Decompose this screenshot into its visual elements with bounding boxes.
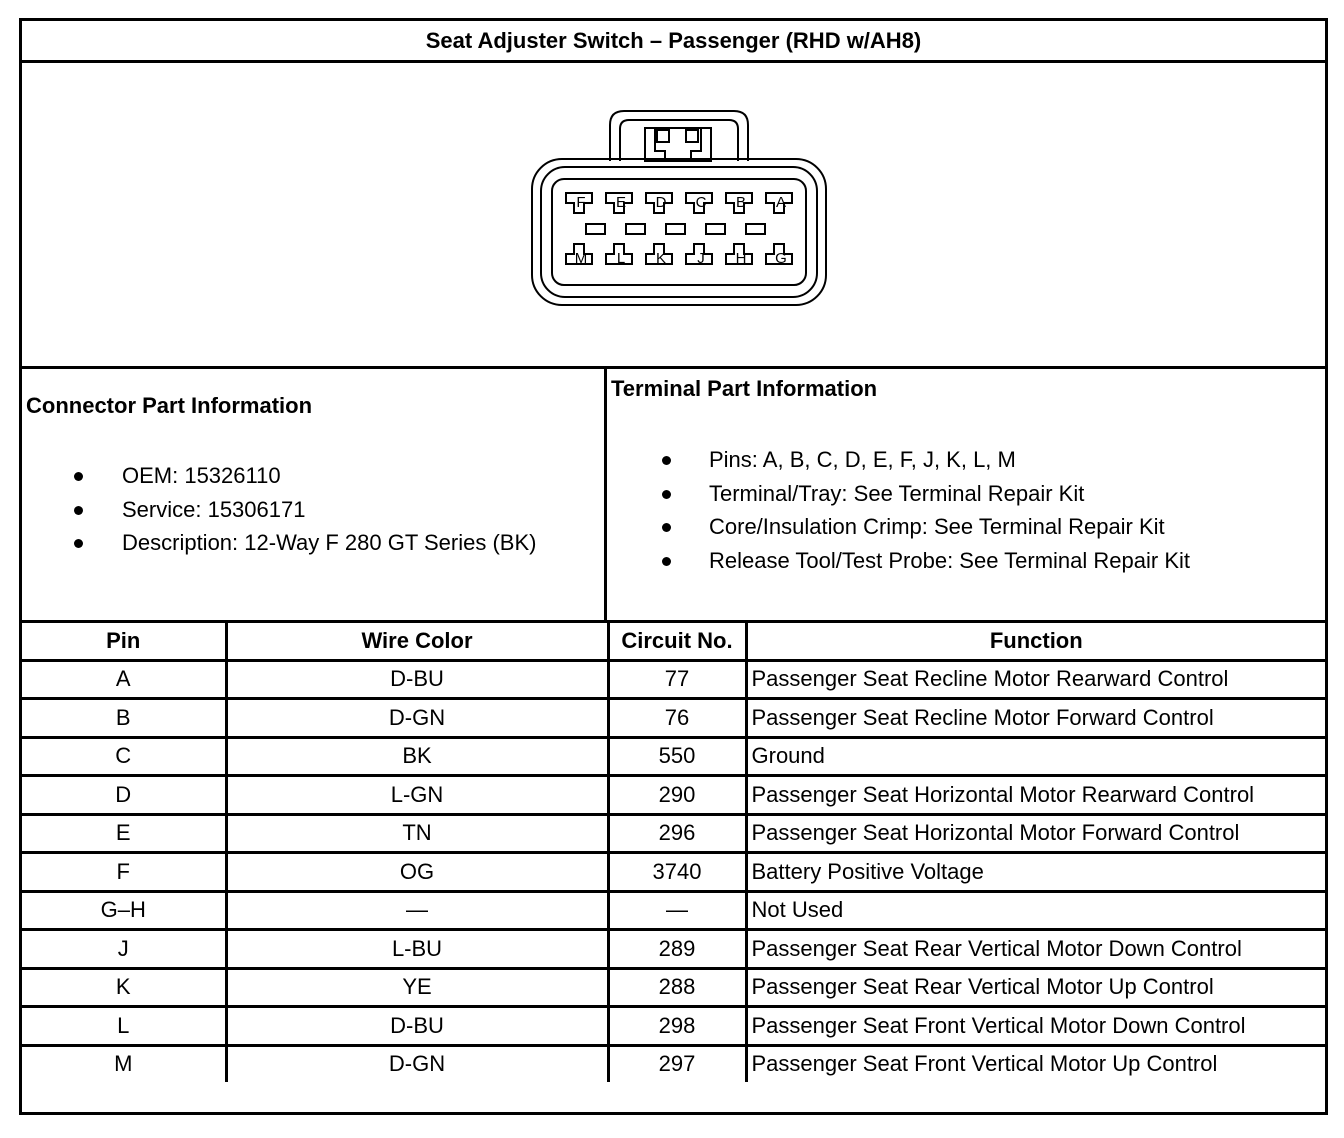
function-cell: Passenger Seat Horizontal Motor Rearward Control: [746, 776, 1325, 815]
table-row: [22, 1007, 1325, 1046]
function-cell: Passenger Seat Rear Vertical Motor Up Control: [746, 968, 1325, 1007]
pin-label: L: [616, 250, 626, 267]
connector-part-info: [22, 369, 607, 620]
function-cell: Passenger Seat Front Vertical Motor Down Control: [746, 1007, 1325, 1046]
circuit-cell: 296: [608, 814, 746, 853]
pin-cavity-m: [566, 244, 592, 267]
pin-cell: M: [22, 1045, 226, 1082]
function-cell: Not Used: [746, 891, 1325, 930]
circuit-cell: 290: [608, 776, 746, 815]
pin-cell: E: [22, 814, 226, 853]
pin-cell: F: [22, 853, 226, 892]
pin-cavity-c: [686, 193, 712, 213]
function-cell: Battery Positive Voltage: [746, 853, 1325, 892]
table-row: [22, 1045, 1325, 1082]
connector-face-drawing: [22, 63, 1325, 366]
wire-color-cell: L-GN: [226, 776, 608, 815]
pin-cavity-l: [606, 244, 632, 267]
wire-color-cell: —: [226, 891, 608, 930]
list-item: Release Tool/Test Probe: See Terminal Repair Kit: [607, 544, 1190, 578]
page-title: Seat Adjuster Switch – Passenger (RHD w/AH8): [22, 21, 1325, 63]
bullet-icon: [662, 456, 671, 465]
table-row: [22, 814, 1325, 853]
pin-label: C: [695, 194, 707, 211]
table-row: [22, 737, 1325, 776]
pin-label: H: [735, 250, 747, 267]
circuit-cell: 297: [608, 1045, 746, 1082]
circuit-cell: —: [608, 891, 746, 930]
pin-cell: K: [22, 968, 226, 1007]
wire-color-cell: BK: [226, 737, 608, 776]
pin-cavity-g: [766, 244, 792, 267]
pin-label: K: [655, 250, 667, 267]
pin-cavity-e: [606, 193, 632, 213]
bullet-icon: [74, 539, 83, 548]
bullet-icon: [662, 557, 671, 566]
pin-cavity-j: [686, 244, 712, 267]
pin-label: J: [697, 250, 705, 267]
function-cell: Ground: [746, 737, 1325, 776]
pin-cavity-b: [726, 193, 752, 213]
column-header-wire-color: Wire Color: [226, 622, 608, 661]
bullet-icon: [74, 506, 83, 515]
table-row: [22, 699, 1325, 738]
terminal-part-info: [607, 369, 1325, 620]
table-row: [22, 968, 1325, 1007]
bullet-icon: [662, 523, 671, 532]
wire-color-cell: D-GN: [226, 1045, 608, 1082]
table-row: [22, 891, 1325, 930]
pin-cavity-f: [566, 193, 592, 213]
table-row: [22, 853, 1325, 892]
pin-cell: B: [22, 699, 226, 738]
pin-cell: C: [22, 737, 226, 776]
pin-label: E: [615, 194, 627, 211]
pin-cavity-k: [646, 244, 672, 267]
pin-cell: A: [22, 660, 226, 699]
circuit-cell: 298: [608, 1007, 746, 1046]
latch-outline: [610, 111, 748, 161]
function-cell: Passenger Seat Recline Motor Rearward Control: [746, 660, 1325, 699]
table-header-row: [22, 622, 1325, 661]
function-cell: Passenger Seat Recline Motor Forward Control: [746, 699, 1325, 738]
terminal-info-heading: Terminal Part Information: [611, 376, 878, 401]
connector-sheet: [19, 18, 1328, 1115]
pin-cavity-a: [766, 193, 792, 213]
column-header-circuit: Circuit No.: [608, 622, 746, 661]
function-cell: Passenger Seat Rear Vertical Motor Down Control: [746, 930, 1325, 969]
list-item: Core/Insulation Crimp: See Terminal Repair Kit: [607, 510, 1190, 544]
pin-label: A: [775, 194, 787, 211]
column-header-pin: Pin: [22, 622, 226, 661]
list-item: Service: 15306171: [22, 493, 536, 527]
wire-color-cell: D-GN: [226, 699, 608, 738]
pinout-table: [22, 620, 1325, 1082]
list-item: OEM: 15326110: [22, 459, 536, 493]
pin-cell: G–H: [22, 891, 226, 930]
function-cell: Passenger Seat Front Vertical Motor Up Control: [746, 1045, 1325, 1082]
circuit-cell: 77: [608, 660, 746, 699]
pin-cell: L: [22, 1007, 226, 1046]
circuit-cell: 550: [608, 737, 746, 776]
terminal-info-list: [607, 443, 1190, 577]
pin-label: D: [655, 194, 667, 211]
pin-label: M: [574, 250, 588, 267]
table-row: [22, 660, 1325, 699]
circuit-cell: 288: [608, 968, 746, 1007]
pin-cavity-d: [646, 193, 672, 213]
wire-color-cell: D-BU: [226, 1007, 608, 1046]
bullet-icon: [662, 490, 671, 499]
list-item: Description: 12-Way F 280 GT Series (BK): [22, 526, 536, 560]
connector-info-heading: Connector Part Information: [26, 393, 313, 418]
circuit-cell: 289: [608, 930, 746, 969]
pin-cavity-h: [726, 244, 752, 267]
column-header-function: Function: [746, 622, 1325, 661]
wire-color-cell: L-BU: [226, 930, 608, 969]
circuit-cell: 3740: [608, 853, 746, 892]
pin-label: F: [576, 194, 586, 211]
function-cell: Passenger Seat Horizontal Motor Forward Control: [746, 814, 1325, 853]
wire-color-cell: TN: [226, 814, 608, 853]
circuit-cell: 76: [608, 699, 746, 738]
wire-color-cell: YE: [226, 968, 608, 1007]
connector-diagram: [22, 63, 1325, 369]
list-item: Terminal/Tray: See Terminal Repair Kit: [607, 477, 1190, 511]
wire-color-cell: D-BU: [226, 660, 608, 699]
table-row: [22, 776, 1325, 815]
pin-label: G: [775, 250, 787, 267]
wire-color-cell: OG: [226, 853, 608, 892]
connector-info-list: [22, 459, 536, 560]
list-item: Pins: A, B, C, D, E, F, J, K, L, M: [607, 443, 1190, 477]
bullet-icon: [74, 472, 83, 481]
connector-body-outline: [532, 159, 826, 305]
pin-cell: D: [22, 776, 226, 815]
table-row: [22, 930, 1325, 969]
pin-cell: J: [22, 930, 226, 969]
pin-label: B: [735, 194, 747, 211]
